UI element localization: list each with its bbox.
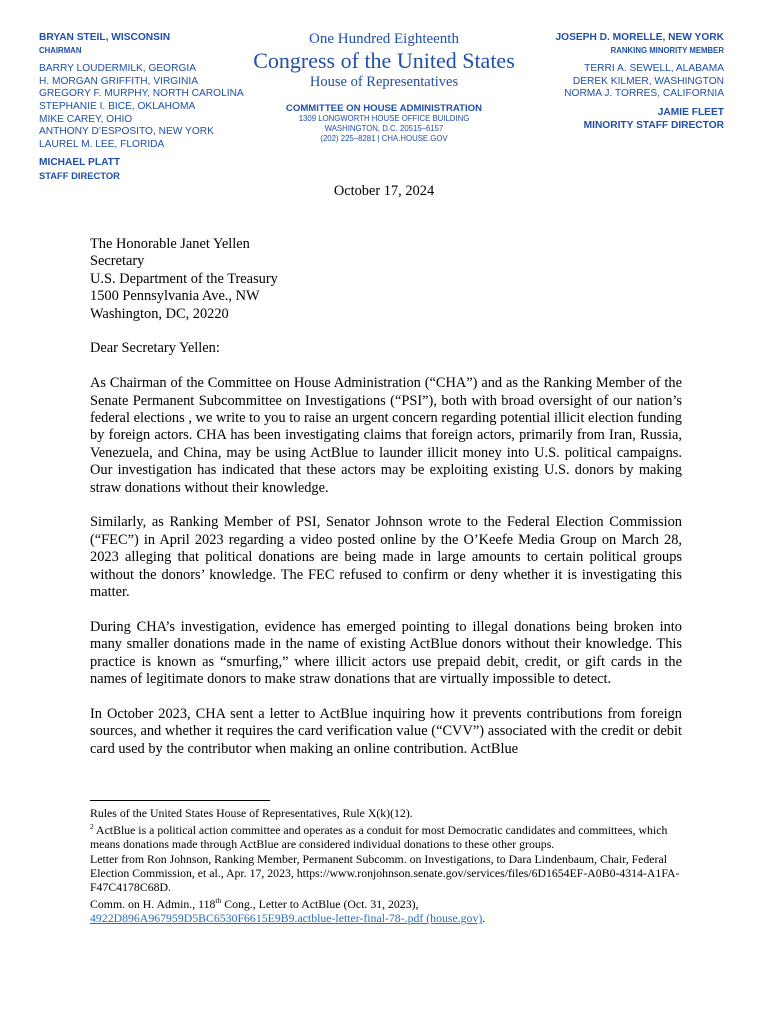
minority-staff-director-name: JAMIE FLEET — [657, 106, 724, 118]
staff-director-role: STAFF DIRECTOR — [39, 169, 120, 181]
actblue-letter-link[interactable]: 4922D896A967959D5BC6530F6615E9B9.actblue-letter-final-78-.pdf (house.gov) — [90, 911, 483, 926]
member-name: BARRY LOUDERMILK, GEORGIA — [39, 63, 197, 75]
ranking-member-name: JOSEPH D. MORELLE, NEW YORK — [555, 32, 724, 43]
ranking-member-role: RANKING MINORITY MEMBER — [610, 45, 724, 55]
address-line: The Honorable Janet Yellen — [90, 236, 250, 252]
paragraph: As Chairman of the Committee on House Administration (“CHA”) and as the Ranking Member of the Senate Permanent Subcommittee on Investigations (“PSI”), both with broad oversight of our nation’s federal elections , we write to you to raise an urgent concern regarding potential illicit election funding by foreign actors. CHA has been investigating claims that foreign actors, primarily from Iran, Russia, Venezuela, and China, may be using ActBlue to launder illicit money into U.S. political campaigns. Our investigation has indicated that these actors may be exploiting existing U.S. donors by making straw donations without their knowledge. — [90, 375, 682, 496]
footnote-1: Rules of the United States House of Representatives, Rule X(k)(12). — [90, 806, 413, 820]
member-name: TERRI A. SEWELL, ALABAMA — [584, 63, 724, 75]
staff-director-name: MICHAEL PLATT — [39, 157, 121, 169]
committee-contact: (202) 225–8281 | CHA.HOUSE.GOV — [320, 134, 448, 143]
minority-members-list — [494, 63, 724, 101]
footnote-4 — [90, 894, 690, 925]
member-name: DEREK KILMER, WASHINGTON — [572, 75, 724, 87]
committee-address-line: 1309 LONGWORTH HOUSE OFFICE BUILDING — [298, 114, 470, 123]
footnote-divider — [90, 800, 270, 801]
address-line: 1500 Pennsylvania Ave., NW — [90, 288, 260, 305]
member-name: NORMA J. TORRES, CALIFORNIA — [564, 88, 724, 100]
footnote-2 — [90, 820, 690, 851]
minority-staff-director-role: MINORITY STAFF DIRECTOR — [583, 119, 724, 131]
member-name: LAUREL M. LEE, FLORIDA — [39, 138, 165, 150]
address-line: U.S. Department of the Treasury — [90, 270, 278, 287]
committee-address-line: WASHINGTON, D.C. 20515–6157 — [324, 124, 444, 133]
letter-body — [90, 236, 682, 758]
member-name: STEPHANIE I. BICE, OKLAHOMA — [39, 100, 196, 112]
footnote-text: Comm. on H. Admin., 118 — [90, 897, 216, 912]
chairman-name: BRYAN STEIL, WISCONSIN — [39, 32, 171, 43]
ordinal-suffix: th — [215, 896, 222, 906]
footnote-marker: 2 — [90, 822, 94, 832]
letterhead-minority-members — [494, 32, 724, 132]
footnote-text: ActBlue is a political action committee and operates as a conduit for most Democratic candidates and committees, which means donations made through ActBlue are considered individual donations to these other groups. — [90, 823, 668, 852]
address-line: Washington, DC, 20220 — [90, 305, 229, 322]
paragraph: During CHA’s investigation, evidence has emerged pointing to illegal donations being broken into many smaller donations made in the name of existing ActBlue donors without their knowledge. This practice is known as “smurfing,” where illicit actors use prepaid debit, credit, or gift cards in the names of legitimate donors to make straw donations that are virtually impossible to detect. — [90, 618, 682, 688]
paragraph: Similarly, as Ranking Member of PSI, Senator Johnson wrote to the Federal Election Commission (“FEC”) in April 2023 regarding a video posted online by the O’Keefe Media Group on March 28, 2023 alleging that political donations are being made in large amounts to certain political groups without the donors’ knowledge. The FEC refused to confirm or deny whether it is investigating this matter. — [90, 514, 682, 601]
member-name: GREGORY F. MURPHY, NORTH CAROLINA — [39, 88, 244, 100]
committee-name: COMMITTEE ON HOUSE ADMINISTRATION — [285, 103, 483, 114]
footnote-period: . — [482, 911, 486, 926]
recipient-address — [90, 236, 682, 323]
paragraph: In October 2023, CHA sent a letter to ActBlue inquiring how it prevents contributions from foreign sources, and whether it requires the card verification value (“CVV”) associated with the credit or debit card used by the contributor when making an online contribution. ActBlue — [90, 705, 682, 757]
footnote-3: Letter from Ron Johnson, Ranking Member, Permanent Subcomm. on Investigations, to Dara Lindenbaum, Chair, Federal Election Commission, et al., Apr. 17, 2023, https://www.ronjohnson.senate.gov/services/files/6D1654EF-A0B0-4314-A1FA-F47C4178C68D. — [90, 851, 680, 894]
letterhead-title — [234, 30, 534, 144]
congress-title: Congress of the United States — [253, 48, 515, 73]
footnotes — [90, 806, 690, 925]
chairman-role: CHAIRMAN — [39, 45, 82, 55]
footnote-text: Cong., Letter to ActBlue (Oct. 31, 2023), — [221, 897, 419, 912]
member-name: ANTHONY D’ESPOSITO, NEW YORK — [39, 126, 214, 138]
member-name: H. MORGAN GRIFFITH, VIRGINIA — [39, 75, 199, 87]
member-name: MIKE CAREY, OHIO — [39, 113, 133, 125]
house-title: House of Representatives — [309, 74, 459, 90]
letter-date: October 17, 2024 — [333, 183, 435, 199]
address-line: Secretary — [90, 253, 145, 270]
salutation: Dear Secretary Yellen: — [90, 340, 220, 357]
congress-number: One Hundred Eighteenth — [309, 31, 459, 47]
